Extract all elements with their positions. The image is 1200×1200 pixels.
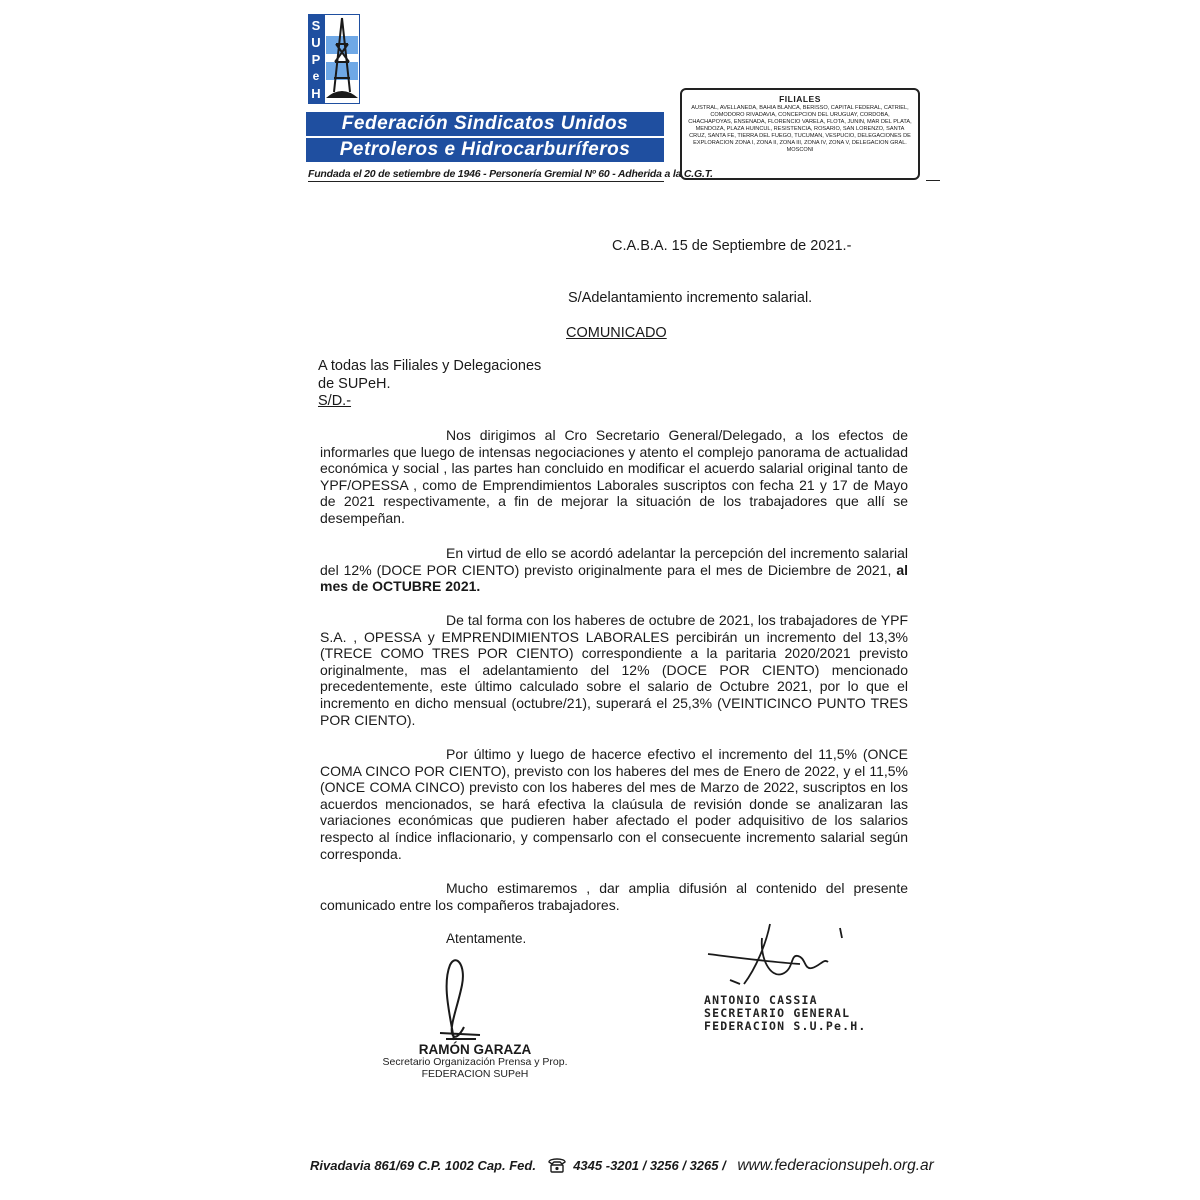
addressee-line: de SUPeH. (318, 375, 391, 392)
signer-right-block (704, 994, 866, 1033)
footer (310, 1157, 934, 1175)
addressee-line: S/D.- (318, 393, 352, 409)
signer-left-title-line: Secretario Organización Prensa y Prop. (382, 1056, 568, 1068)
letter-heading: COMUNICADO (566, 325, 667, 341)
founded-line: Fundada el 20 de setiembre de 1946 - Personería Gremial Nº 60 - Adherida a la C.G.T. (308, 168, 713, 180)
filiales-list: AUSTRAL, AVELLANEDA, BAHIA BLANCA, BERISSO, CAPITAL FEDERAL, CATRIEL, COMODORO RIVADAVIA, CONCEPCION DEL URUGUAY, CORDOBA, CHACHAPOYAS, ENSENADA, FLORENCIO VARELA, FLOTA, JUNIN, MAR DEL PLATA, MENDOZA, PLAZA HUINCUL, RESISTENCIA, ROSARIO, SAN LORENZO, SANTA CRUZ, SANTA FE, TIERRA DEL FUEGO, TUCUMAN, VESPUCIO, DELEGACIONES DE EXPLORACION ZONA I, ZONA II, ZONA III, ZONA IV, ZONA V, DELEGACION GRAL. MOSCONI (688, 105, 912, 153)
org-name-line1: Federación Sindicatos Unidos (306, 112, 664, 136)
letter-date: C.A.B.A. 15 de Septiembre de 2021.- (612, 238, 852, 254)
filiales-title: FILIALES (779, 94, 821, 104)
paragraph-3: De tal forma con los haberes de octubre de 2021, los trabajadores de YPF S.A. , OPESSA y EMPRENDIMIENTOS LABORALES percibirán un incremento del 13,3% (TRECE COMO TRES POR CIENTO) correspondiente a la paritaria 2020/2021 previsto originalmente, mas el adelantamiento del 12% (DOCE POR CIENTO) mencionado precedentemente, este último calculado sobre el salario de Octubre 2021, por lo que el incremento en dicho mensual (octubre/21), superará el 25,3% (VEINTICINCO PUNTO TRES POR CIENTO). (320, 612, 908, 728)
signature-right (700, 918, 860, 998)
signer-right-org: FEDERACION S.U.Pe.H. (704, 1019, 867, 1033)
svg-text:P: P (311, 52, 321, 67)
paragraph-5: Mucho estimaremos , dar amplia difusión al contenido del presente comunicado entre los compañeros trabajadores. (320, 880, 908, 913)
letter-subject: S/Adelantamiento incremento salarial. (568, 290, 813, 306)
org-name-line2: Petroleros e Hidrocarburíferos (306, 138, 664, 162)
svg-text:e: e (312, 69, 320, 83)
svg-text:H: H (311, 86, 321, 101)
footer-website[interactable]: www.federacionsupeh.org.ar (737, 1157, 934, 1174)
supeh-logo (308, 14, 360, 104)
telephone-icon (548, 1157, 566, 1173)
filiales-box (680, 88, 920, 180)
signer-right-name: ANTONIO CASSIA (704, 993, 818, 1007)
paragraph-4: Por último y luego de hacerce efectivo el incremento del 11,5% (ONCE COMA CINCO POR CIENTO), previsto con los haberes del mes de Enero de 2022, y el 11,5% (ONCE COMA CINCO) previsto con los haberes del mes de Marzo de 2022, suscriptos en los acuerdos mencionados, se hará efectiva la claúsula de revisión donde se analizaran las variaciones económicas que pudieren haber afectado el poder adquisitivo de los salarios respecto al índice inflacionario, y compensarlo con el consecuente incremento salarial según corresponda. (320, 746, 908, 862)
footer-address: Rivadavia 861/69 C.P. 1002 Cap. Fed. (310, 1158, 536, 1173)
paragraph-2 (320, 545, 908, 595)
signer-left-name: RAMÓN GARAZA (418, 1042, 532, 1057)
svg-text:U: U (311, 35, 321, 50)
svg-text:S: S (311, 18, 321, 33)
footer-phones: 4345 -3201 / 3256 / 3265 / (573, 1158, 726, 1173)
divider (926, 180, 940, 181)
paragraph-2-emphasis: al mes de OCTUBRE 2021. (320, 561, 908, 595)
closing: Atentamente. (446, 931, 527, 946)
signer-left-title (372, 1057, 578, 1080)
paragraph-2-text: En virtud de ello se acordó adelantar la percepción del incremento salarial del 12% (DOCE POR CIENTO) previsto originalmente para el mes de Diciembre de 2021, (320, 545, 908, 578)
addressee (318, 358, 541, 411)
addressee-line: A todas las Filiales y Delegaciones (318, 358, 542, 374)
signer-right-title: SECRETARIO GENERAL (704, 1006, 851, 1020)
signature-left (420, 955, 500, 1045)
signer-left-org: FEDERACION SUPeH (421, 1067, 529, 1080)
paragraph-1: Nos dirigimos al Cro Secretario General/Delegado, a los efectos de informarles que luego de intensas negociaciones y atento el complejo panorama de actualidad económica y social , las partes han concluido en modificar el acuerdo salarial original tanto de YPF/OPESSA , como de Emprendimientos Laborales suscriptos con fecha 21 y 17 de Mayo de 2021 respectivamente, a fin de mejorar la situación de los trabajadores que allí se desempeñan. (320, 427, 908, 526)
